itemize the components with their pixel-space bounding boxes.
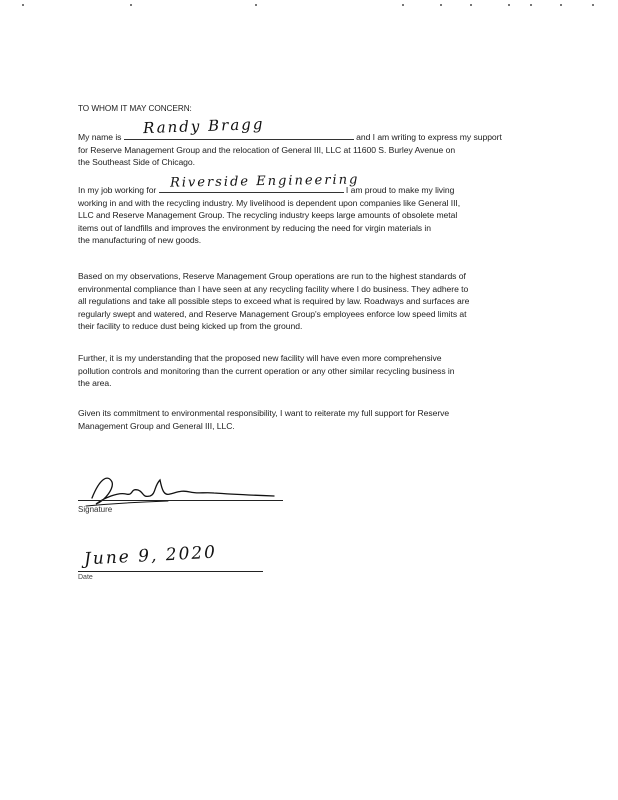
p2-lead: In my job working for: [78, 185, 157, 195]
p2-line5: the manufacturing of new goods.: [78, 235, 202, 246]
paragraph-5: [78, 407, 528, 432]
p4-line: the area.: [78, 378, 112, 389]
p2-line2: working in and with the recycling industry. My livelihood is dependent upon companies like General III,: [78, 197, 461, 208]
paragraph-2: [78, 183, 528, 247]
p3-line: their facility to reduce dust being kicked up from the ground.: [78, 321, 303, 332]
p5-line: Given its commitment to environmental responsibility, I want to reiterate my full support for Reserve: [78, 408, 450, 418]
p3-line: regularly swept and watered, and Reserve Management Group's employees enforce low speed limits at: [78, 308, 467, 319]
p1-line1-rest: and I am writing to express my support: [356, 132, 502, 142]
p5-line: Management Group and General III, LLC.: [78, 420, 235, 431]
p1-line3: the Southeast Side of Chicago.: [78, 157, 195, 168]
paragraph-3: [78, 270, 528, 333]
p2-line1-rest: I am proud to make my living: [345, 185, 455, 195]
p3-line: environmental compliance than I have seen at any recycling facility where I do business. They adhere to: [78, 283, 469, 294]
date-label: Date: [78, 574, 93, 581]
p1-line2: for Reserve Management Group and the relocation of General III, LLC at 11600 S. Burley Avenue on: [78, 144, 456, 155]
handwritten-date: June 9, 2020: [83, 542, 218, 570]
salutation: TO WHOM IT MAY CONCERN:: [78, 104, 192, 113]
p3-line: Based on my observations, Reserve Management Group operations are run to the highest standards of: [78, 271, 466, 281]
date-line: [78, 571, 263, 572]
scan-artifacts: [0, 4, 618, 10]
p4-line: Further, it is my understanding that the proposed new facility will have even more comprehensive: [78, 353, 442, 363]
handwritten-company: Riverside Engineering: [169, 172, 360, 191]
p3-line: all regulations and take all possible steps to exceed what is required by law. Roadways and surfaces are: [78, 296, 470, 307]
p1-lead: My name is: [78, 132, 122, 142]
handwritten-name: Randy Bragg: [142, 114, 265, 138]
p2-line3: LLC and Reserve Management Group. The recycling industry keeps large amounts of obsolete metal: [78, 210, 458, 221]
signature-line: [78, 500, 283, 501]
p2-line4: items out of landfills and improves the environment by reducing the need for virgin materials in: [78, 222, 431, 233]
signature-label: Signature: [78, 505, 113, 514]
paragraph-4: [78, 352, 528, 390]
p4-line: pollution controls and monitoring than the current operation or any other similar recycling business in: [78, 365, 455, 376]
